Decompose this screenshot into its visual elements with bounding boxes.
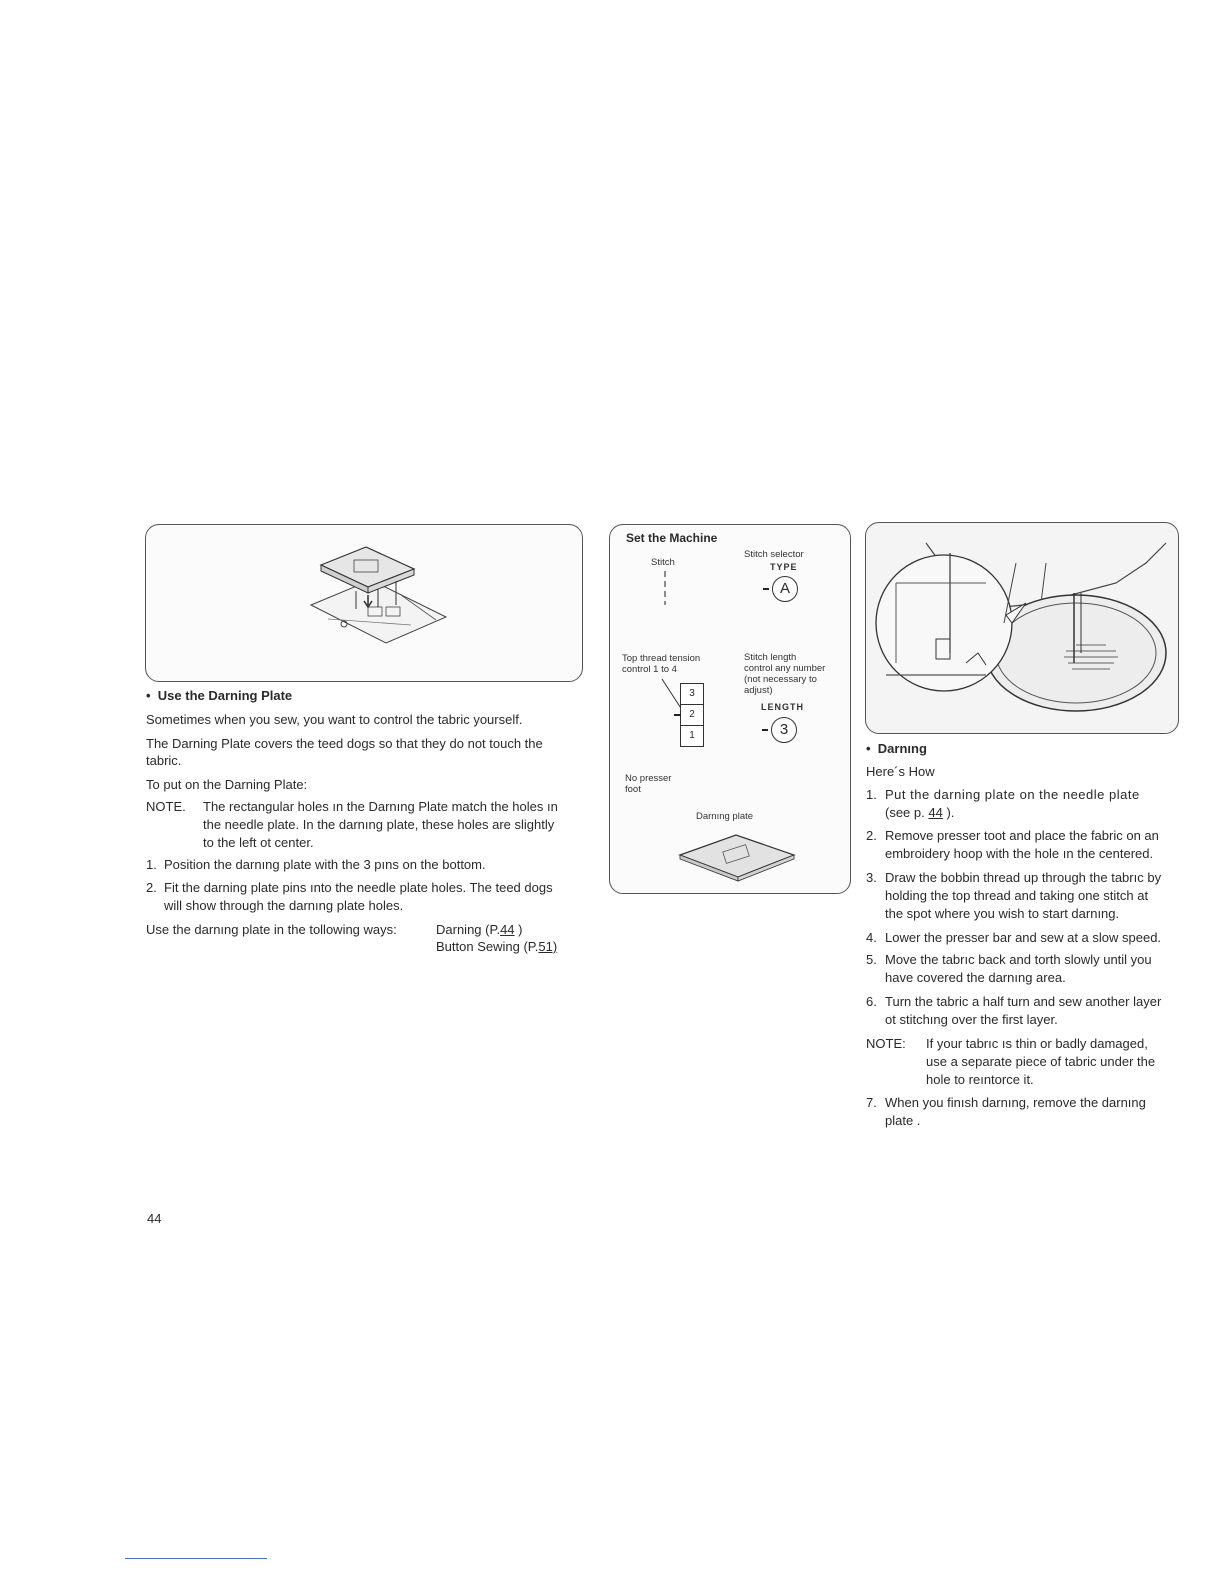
- darning-plate-label: Darnıng plate: [696, 811, 754, 822]
- right-step-6-line-2: ot stitchıng over the first layer.: [885, 1012, 1058, 1027]
- left-usage-text: Use the darnıng plate in the tollowing ways:: [146, 922, 397, 937]
- tension-dial: [680, 683, 704, 747]
- right-step-5-line-2: have covered the darnıng area.: [885, 970, 1066, 985]
- use-darning-plate-heading: • Use the Darning Plate: [146, 688, 293, 703]
- right-step-3-line-1: Draw the bobbin thread up through the tabrıc by: [885, 870, 1162, 885]
- left-para-3: To put on the Darning Plate:: [146, 777, 308, 792]
- left-para-2-line-2: tabric.: [146, 753, 182, 768]
- length-label-line-2: control any number: [744, 663, 826, 674]
- right-step-4-number: 4.: [866, 930, 877, 945]
- left-step-2-line-1: Fit the darning plate pins ınto the needle plate holes. The teed dogs: [164, 880, 553, 895]
- right-note-line-1: If your tabrıc ıs thin or badly damaged,: [926, 1036, 1148, 1051]
- right-step-2-line-1: Remove presser toot and place the fabric on an: [885, 828, 1159, 843]
- darning-see-page-link[interactable]: 44: [928, 805, 943, 820]
- darning-page-link[interactable]: 44: [500, 922, 515, 937]
- length-label-line-4: adjust): [744, 685, 773, 696]
- set-machine-title: Set the Machine: [626, 531, 718, 545]
- right-step-7-line-2: plate .: [885, 1113, 921, 1128]
- set-machine-panel: [609, 524, 851, 894]
- right-step-6-line-1: Turn the tabric a half turn and sew another layer: [885, 994, 1162, 1009]
- type-dial-marker: [763, 588, 769, 590]
- left-step-1-text: Position the darnıng plate with the 3 pıns on the bottom.: [164, 857, 486, 872]
- stitch-label: Stitch: [651, 557, 675, 568]
- stitch-selector-label: Stitch selector: [744, 549, 804, 560]
- length-label-line-3: (not necessary to: [744, 674, 817, 685]
- left-note-line-1: The rectangular holes ın the Darnıng Plate match the holes ın: [203, 799, 558, 814]
- right-note-label: NOTE:: [866, 1036, 906, 1051]
- left-step-1-number: 1.: [146, 857, 157, 872]
- left-usage-darning: Darning (P.44 ): [436, 922, 523, 937]
- right-step-3-line-2: holding the top thread and taking one stitch at: [885, 888, 1149, 903]
- right-step-7-number: 7.: [866, 1095, 877, 1110]
- bullet: •: [146, 688, 151, 703]
- right-step-3-line-3: the spot where you wish to start darnıng.: [885, 906, 1120, 921]
- length-dial: [771, 717, 797, 743]
- darning-plate-install-illustration: [146, 525, 582, 681]
- type-dial: [772, 576, 798, 602]
- right-step-6-number: 6.: [866, 994, 877, 1009]
- length-dial-marker: [762, 729, 768, 731]
- darning-illustration-frame: [865, 522, 1179, 734]
- type-label: TYPE: [770, 562, 798, 572]
- darning-subheading: Here´s How: [866, 764, 935, 779]
- left-usage-button-sewing: Button Sewing (P.51): [436, 939, 558, 954]
- page-number: 44: [147, 1211, 162, 1226]
- darning-hoop-illustration: [866, 523, 1178, 733]
- bullet: •: [866, 741, 871, 756]
- right-step-3-number: 3.: [866, 870, 877, 885]
- tension-dial-3: 3: [681, 684, 703, 705]
- tension-dial-2: 2: [681, 705, 703, 726]
- left-note-line-2: the needle plate. In the darnıng plate, these holes are slightly: [203, 817, 555, 832]
- straight-stitch-icon: [662, 571, 668, 605]
- tension-dial-1: 1: [689, 730, 695, 741]
- tension-label-line-1: Top thread tension: [622, 653, 701, 664]
- button-sewing-page-link[interactable]: 51): [538, 939, 558, 954]
- right-step-5-line-1: Move the tabrıc back and torth slowly until you: [885, 952, 1152, 967]
- darning-heading: • Darnıng: [866, 741, 927, 756]
- right-step-1-number: 1.: [866, 787, 877, 802]
- right-step-2-line-2: embroidery hoop with the hole ın the centered.: [885, 846, 1154, 861]
- footer-rule: [125, 1558, 267, 1559]
- right-note-line-2: use a separate piece of tabric under the: [926, 1054, 1156, 1069]
- right-note-line-3: hole to reıntorce it.: [926, 1072, 1034, 1087]
- left-para-2-line-1: The Darning Plate covers the teed dogs so that they do not touch the: [146, 736, 543, 751]
- length-dial-value: 3: [779, 721, 789, 738]
- left-para-1: Sometimes when you sew, you want to control the tabric yourself.: [146, 712, 523, 727]
- darning-plate-icon: [678, 831, 796, 883]
- type-dial-value: A: [779, 580, 790, 597]
- right-step-1-line-1: Put the darning plate on the needle plate: [885, 787, 1140, 802]
- tension-label-line-2: control 1 to 4: [622, 664, 677, 675]
- right-step-7-line-1: When you finısh darnıng, remove the darnıng: [885, 1095, 1146, 1110]
- right-step-5-number: 5.: [866, 952, 877, 967]
- tension-dial-marker: [674, 714, 681, 716]
- length-label-line-1: Stitch length: [744, 652, 797, 663]
- plate-illustration-frame: [145, 524, 583, 682]
- length-label: LENGTH: [761, 702, 804, 712]
- left-step-2-number: 2.: [146, 880, 157, 895]
- presser-label-line-1: No presser: [625, 773, 672, 784]
- right-step-4-line-1: Lower the presser bar and sew at a slow speed.: [885, 930, 1162, 945]
- left-step-2-line-2: will show through the darnıng plate holes.: [164, 898, 404, 913]
- left-note-label: NOTE.: [146, 799, 186, 814]
- presser-label-line-2: foot: [625, 784, 641, 795]
- left-note-line-3: to the left ot center.: [203, 835, 314, 850]
- right-step-1-line-2: (see p. 44 ).: [885, 805, 955, 820]
- right-step-2-number: 2.: [866, 828, 877, 843]
